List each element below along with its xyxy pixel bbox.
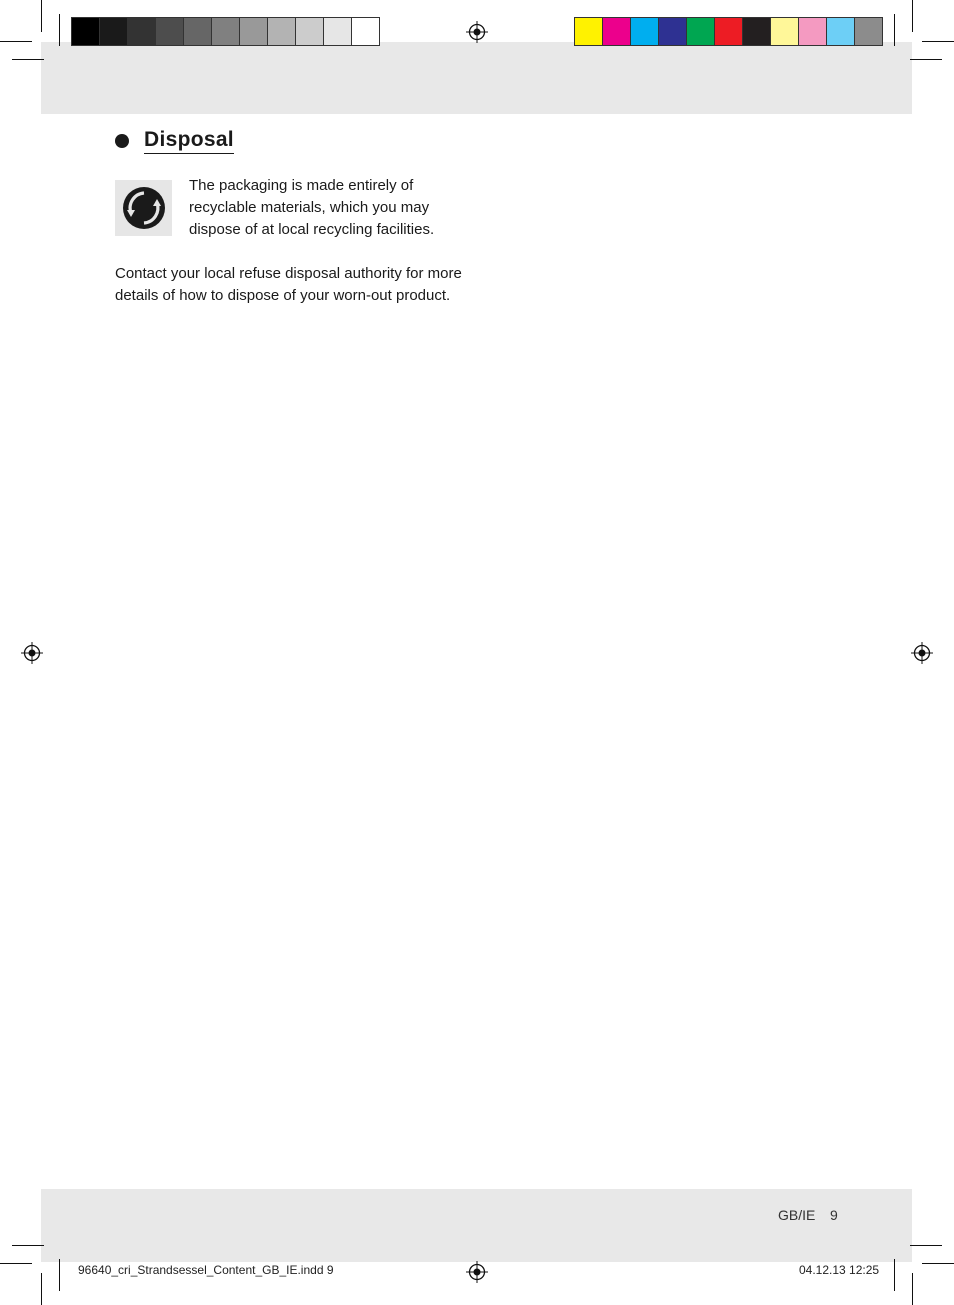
color-swatch bbox=[72, 18, 100, 45]
color-swatch bbox=[240, 18, 268, 45]
packaging-info-text: The packaging is made entirely of recyclable materials, which you may dispose of at local recycling facilities. bbox=[189, 177, 435, 238]
footer-band bbox=[41, 1189, 912, 1262]
crop-mark bbox=[912, 0, 913, 32]
process-color-bar bbox=[574, 17, 883, 46]
crop-mark bbox=[910, 59, 942, 60]
color-swatch bbox=[855, 18, 882, 45]
registration-mark-icon bbox=[466, 1261, 488, 1283]
crop-mark bbox=[12, 59, 44, 60]
footer-language: GB/IE bbox=[778, 1207, 816, 1223]
disposal-contact-text: Contact your local refuse disposal authority for more details of how to dispose of your worn-out product. bbox=[115, 265, 462, 304]
crop-mark bbox=[910, 1245, 942, 1246]
header-band bbox=[41, 42, 912, 114]
color-swatch bbox=[184, 18, 212, 45]
crop-mark bbox=[922, 41, 954, 42]
page-number: 9 bbox=[830, 1207, 838, 1223]
color-swatch bbox=[715, 18, 743, 45]
color-swatch bbox=[771, 18, 799, 45]
color-swatch bbox=[296, 18, 324, 45]
registration-mark-icon bbox=[21, 642, 43, 664]
crop-mark bbox=[894, 1259, 895, 1291]
color-swatch bbox=[212, 18, 240, 45]
crop-mark bbox=[41, 0, 42, 32]
color-swatch bbox=[799, 18, 827, 45]
section-title: Disposal bbox=[144, 128, 234, 154]
recycling-green-dot-icon bbox=[122, 186, 166, 230]
color-swatch bbox=[352, 18, 379, 45]
color-swatch bbox=[575, 18, 603, 45]
color-swatch bbox=[100, 18, 128, 45]
color-swatch bbox=[156, 18, 184, 45]
crop-mark bbox=[922, 1263, 954, 1264]
crop-mark bbox=[59, 14, 60, 46]
color-swatch bbox=[631, 18, 659, 45]
crop-mark bbox=[912, 1273, 913, 1305]
color-swatch bbox=[324, 18, 352, 45]
color-swatch bbox=[827, 18, 855, 45]
registration-mark-icon bbox=[911, 642, 933, 664]
crop-mark bbox=[12, 1245, 44, 1246]
color-swatch bbox=[659, 18, 687, 45]
recycling-icon-box bbox=[115, 180, 172, 236]
color-swatch bbox=[743, 18, 771, 45]
bullet-dot-icon bbox=[115, 134, 129, 148]
crop-mark bbox=[59, 1259, 60, 1291]
slug-filename: 96640_cri_Strandsessel_Content_GB_IE.indd 9 bbox=[78, 1263, 334, 1277]
section-heading bbox=[115, 128, 234, 154]
color-swatch bbox=[687, 18, 715, 45]
slug-datetime: 04.12.13 12:25 bbox=[799, 1263, 880, 1277]
crop-mark bbox=[894, 14, 895, 46]
color-swatch bbox=[128, 18, 156, 45]
color-swatch bbox=[268, 18, 296, 45]
crop-mark bbox=[0, 1263, 32, 1264]
color-swatch bbox=[603, 18, 631, 45]
grayscale-color-bar bbox=[71, 17, 380, 46]
registration-mark-icon bbox=[466, 21, 488, 43]
crop-mark bbox=[0, 41, 32, 42]
crop-mark bbox=[41, 1273, 42, 1305]
